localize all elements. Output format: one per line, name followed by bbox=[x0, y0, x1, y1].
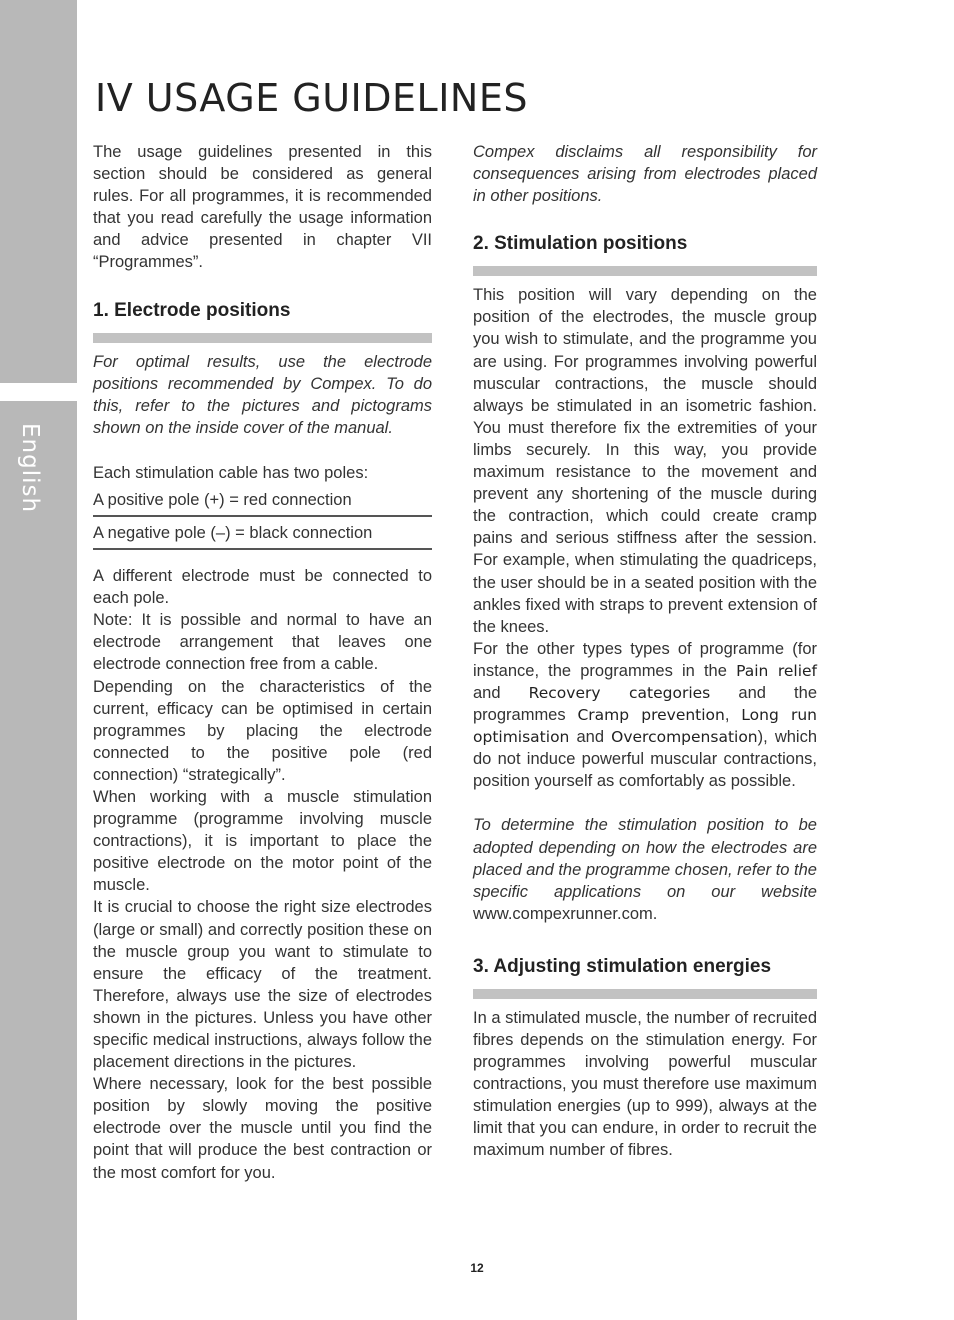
website-text: www.compexrunner.com. bbox=[473, 904, 658, 923]
page-number: 12 bbox=[470, 1261, 484, 1275]
paragraph: When working with a muscle stimulation programme (programme involving muscle contractions), it is important to place the positive electrode on the motor point of the muscle. bbox=[93, 787, 432, 895]
paragraph: Where necessary, look for the best possible position by slowly moving the positive electrode over the muscle until you find the point that will produce the best contraction or the most comfort for you. bbox=[93, 1075, 432, 1182]
keyword-recovery-categories: Recovery categories bbox=[528, 683, 711, 702]
keyword-cramp-prevention: Cramp prevention bbox=[577, 706, 725, 725]
section-heading-electrode-positions: 1. Electrode positions bbox=[93, 299, 291, 321]
paragraph: Note: It is possible and normal to have an electrode arrangement that leaves one electrode connection free from a cable. bbox=[93, 611, 432, 674]
paragraph: It is crucial to choose the right size electrodes (large or small) and correctly position these on the muscle group you want to stimulate to ensure the efficacy of the treatment. Therefore, always use the size of electrodes shown in the pictures. Unless you have other specific medical instructions, always follow the placement directions in the pictures. bbox=[93, 898, 432, 1072]
paragraph: Depending on the characteristics of the current, efficacy can be optimised in certain programmes by placing the electrode connected to the positive pole (red connection) “strategically”. bbox=[93, 677, 432, 784]
section-rule bbox=[93, 333, 432, 343]
section-rule bbox=[473, 266, 817, 276]
disclaimer-italic: Compex disclaims all responsibility for consequences arising from electrodes placed in other positions. bbox=[473, 143, 817, 206]
side-tab-divider bbox=[0, 383, 77, 401]
programme-categories-paragraph: For the other types types of programme (for instance, the programmes in the Pain relief and Recovery categories and the programmes Cramp prevention, Long run optimisation and Overcompensation), which do not induce powerful muscular contractions, position yourself as comfortably as possible. bbox=[473, 639, 817, 791]
section-rule bbox=[473, 989, 817, 999]
right-column bbox=[473, 141, 817, 1162]
intro-paragraph: The usage guidelines presented in this section should be considered as general rules. For all programmes, it is recommended that you read carefully the usage information and advice presented in chapter VII “Programmes”. bbox=[93, 143, 432, 272]
negative-pole-row: A negative pole (–) = black connection bbox=[93, 517, 432, 550]
electrode-advice-italic: For optimal results, use the electrode positions recommended by Compex. To do this, refer to the pictures and pictograms shown on the inside cover of the manual. bbox=[93, 352, 432, 437]
paragraph: A different electrode must be connected to each pole. bbox=[93, 567, 432, 608]
left-column bbox=[93, 141, 432, 1184]
poles-intro: Each stimulation cable has two poles: bbox=[93, 463, 369, 482]
paragraph: This position will vary depending on the position of the electrodes, the muscle group you wish to stimulate, and the programme you are using. For programmes involving powerful muscular contractions, the muscle should always be stimulated in an isometric fashion. You must therefore fix the extremities of your limbs securely. In this way, you provide maximum resistance to the movement and prevent any shortening of the muscle during the contraction, which could create cramp pains and serious stiffness after the session. For example, when stimulating the quadriceps, the user should be in a seated position with the ankles fixed with straps to prevent extension of the knees. bbox=[473, 286, 817, 636]
keyword-long-run-optimisation: Long run optimisation bbox=[473, 706, 817, 747]
section-heading-stimulation-positions: 2. Stimulation positions bbox=[473, 233, 688, 255]
language-tab-label: English bbox=[17, 423, 43, 514]
keyword-pain-relief: Pain relief bbox=[736, 661, 817, 680]
paragraph: In a stimulated muscle, the number of recruited fibres depends on the stimulation energy. For programmes involving powerful muscular contractions, you must therefore use maximum stimulation energies (up to 999), always at the limit that you can endure, in order to recruit the maximum number of fibres. bbox=[473, 1008, 817, 1160]
website-reference-paragraph: To determine the stimulation position to be adopted depending on how the electrodes are placed and the programme chosen, refer to the specific applications on our website www.compexrunner.com. bbox=[473, 816, 817, 923]
side-bar bbox=[0, 0, 77, 1320]
keyword-overcompensation: Overcompensation bbox=[611, 728, 758, 747]
positive-pole-row: A positive pole (+) = red connection bbox=[93, 484, 432, 517]
section-heading-adjusting-energies: 3. Adjusting stimulation energies bbox=[473, 955, 772, 977]
page-title: IV USAGE GUIDELINES bbox=[95, 76, 528, 120]
